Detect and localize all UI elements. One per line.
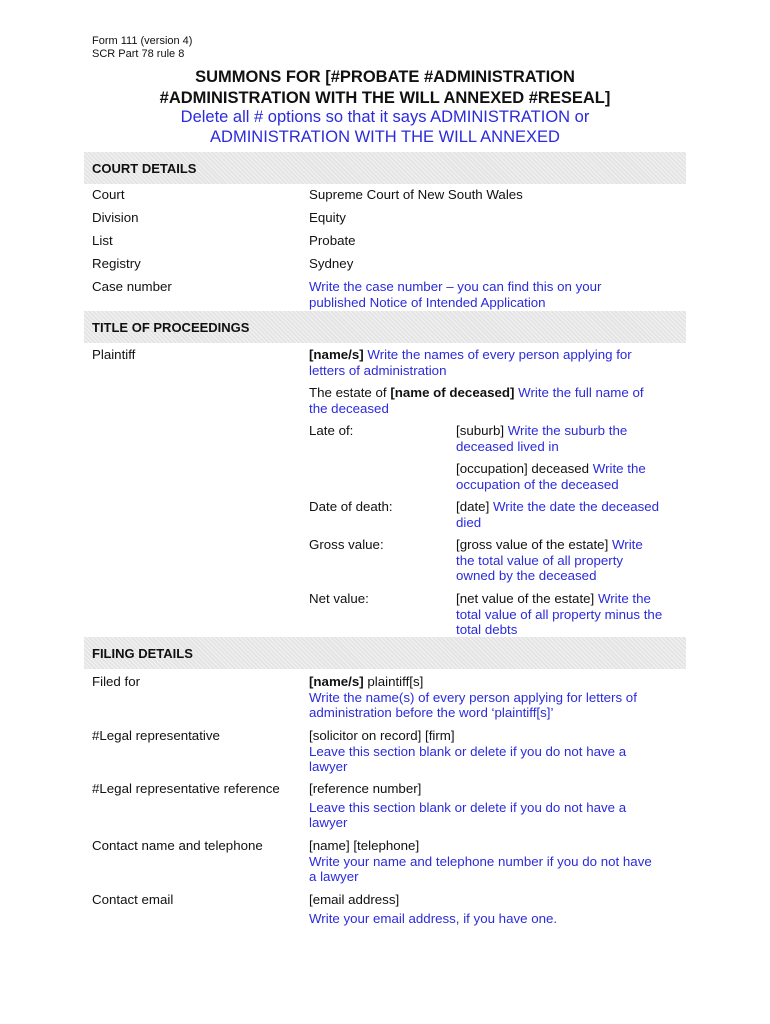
late-of-label: Late of: — [309, 423, 354, 438]
legal-representative-placeholder: [solicitor on record] [firm] — [309, 728, 455, 743]
occupation-hint: Write the — [589, 461, 646, 476]
division-label: Division — [92, 210, 139, 225]
legal-representative-hint-line1: Leave this section blank or delete if you do not have a — [309, 743, 627, 759]
legal-representative-field[interactable] — [309, 728, 679, 775]
court-value[interactable]: Supreme Court of New South Wales — [309, 187, 523, 202]
net-value-placeholder: [net value of the estate] — [456, 591, 595, 606]
plaintiff-hint-line2: letters of administration — [309, 362, 447, 378]
filing-details-heading: FILING DETAILS — [92, 646, 193, 661]
date-placeholder: [date] — [456, 499, 490, 514]
title-of-proceedings-heading: TITLE OF PROCEEDINGS — [92, 320, 250, 335]
filed-for-field[interactable] — [309, 674, 679, 721]
title-of-proceedings-header — [84, 311, 686, 343]
contact-name-hint-line1: Write your name and telephone number if you do not have — [309, 853, 652, 869]
list-value[interactable]: Probate — [309, 233, 356, 248]
title-instruction-line2: ADMINISTRATION WITH THE WILL ANNEXED — [210, 128, 560, 146]
gross-value-field[interactable] — [456, 537, 684, 584]
estate-prefix: The estate of — [309, 385, 391, 400]
date-of-death-field[interactable] — [456, 499, 684, 530]
contact-name-label: Contact name and telephone — [92, 838, 263, 853]
gross-value-label: Gross value: — [309, 537, 384, 552]
occupation-placeholder: [occupation] deceased — [456, 461, 590, 476]
date-hint-line2: died — [456, 514, 482, 530]
deceased-name-hint: Write the full name of — [514, 385, 644, 400]
deceased-name-placeholder: [name of deceased] — [390, 385, 515, 400]
contact-name-placeholder: [name] [telephone] — [309, 838, 420, 853]
net-value-hint-line2: total value of all property minus the — [456, 606, 663, 622]
gross-value-hint-line2: the total value of all property — [456, 552, 624, 568]
title-instruction-line1: Delete all # options so that it says ADMINISTRATION or — [180, 108, 590, 126]
plaintiff-hint: Write the names of every person applying for — [363, 347, 632, 362]
suburb-hint-line2: deceased lived in — [456, 438, 559, 454]
contact-name-hint-line2: a lawyer — [309, 869, 359, 884]
filed-for-hint-line2: administration before the word ‘plaintiff[s]’ — [309, 705, 554, 720]
registry-value[interactable]: Sydney — [309, 256, 354, 271]
title-instruction — [84, 107, 686, 147]
case-number-hint-line1: Write the case number – you can find this on your — [309, 279, 602, 294]
suburb-hint: Write the suburb the — [504, 423, 628, 438]
court-details-header — [84, 152, 686, 184]
case-number-label: Case number — [92, 279, 172, 294]
form-version: Form 111 (version 4) — [92, 35, 193, 47]
filing-details-header — [84, 637, 686, 669]
plaintiff-field[interactable] — [309, 347, 679, 378]
case-number-field[interactable] — [309, 279, 679, 310]
legal-representative-label: #Legal representative — [92, 728, 220, 743]
legal-reference-placeholder: [reference number] — [309, 781, 422, 796]
plaintiff-label: Plaintiff — [92, 347, 136, 362]
legal-representative-hint-line2: lawyer — [309, 759, 348, 774]
contact-name-field[interactable] — [309, 838, 679, 885]
suburb-field[interactable] — [456, 423, 684, 454]
registry-label: Registry — [92, 256, 141, 271]
contact-email-placeholder: [email address] — [309, 892, 400, 907]
legal-reference-field[interactable] — [309, 781, 679, 831]
plaintiff-placeholder: [name/s] — [309, 347, 364, 362]
deceased-name-hint-line2: the deceased — [309, 400, 389, 416]
gross-value-hint: Write — [608, 537, 643, 552]
contact-email-label: Contact email — [92, 892, 174, 907]
document-title — [84, 67, 686, 109]
date-of-death-label: Date of death: — [309, 499, 393, 514]
filed-for-placeholder: [name/s] — [309, 674, 364, 689]
document-title-line1: SUMMONS FOR [#PROBATE #ADMINISTRATION — [195, 68, 575, 86]
form-rule: SCR Part 78 rule 8 — [92, 48, 185, 60]
net-value-hint-line3: total debts — [456, 622, 518, 637]
filed-for-label: Filed for — [92, 674, 141, 689]
court-label: Court — [92, 187, 125, 202]
legal-reference-hint-line2: lawyer — [309, 815, 348, 830]
form-identifier — [92, 35, 192, 61]
gross-value-hint-line3: owned by the deceased — [456, 568, 597, 583]
legal-reference-label: #Legal representative reference — [92, 781, 280, 796]
net-value-label: Net value: — [309, 591, 369, 606]
occupation-field[interactable] — [456, 461, 684, 492]
filed-for-role: plaintiff[s] — [363, 674, 424, 689]
gross-value-placeholder: [gross value of the estate] — [456, 537, 609, 552]
document-title-line2: #ADMINISTRATION WITH THE WILL ANNEXED #RESEAL] — [159, 89, 611, 107]
contact-email-hint: Write your email address, if you have one. — [309, 910, 558, 926]
division-value[interactable]: Equity — [309, 210, 346, 225]
occupation-hint-line2: occupation of the deceased — [456, 476, 619, 492]
net-value-hint: Write the — [594, 591, 651, 606]
legal-reference-hint-line1: Leave this section blank or delete if you do not have a — [309, 799, 627, 815]
list-label: List — [92, 233, 113, 248]
date-hint: Write the date the deceased — [489, 499, 660, 514]
filed-for-hint-line1: Write the name(s) of every person applying for letters of — [309, 689, 637, 705]
contact-email-field[interactable] — [309, 892, 679, 926]
court-details-heading: COURT DETAILS — [92, 161, 197, 176]
net-value-field[interactable] — [456, 591, 684, 638]
case-number-hint-line2: published Notice of Intended Application — [309, 294, 546, 310]
suburb-placeholder: [suburb] — [456, 423, 505, 438]
estate-field[interactable] — [309, 385, 679, 416]
